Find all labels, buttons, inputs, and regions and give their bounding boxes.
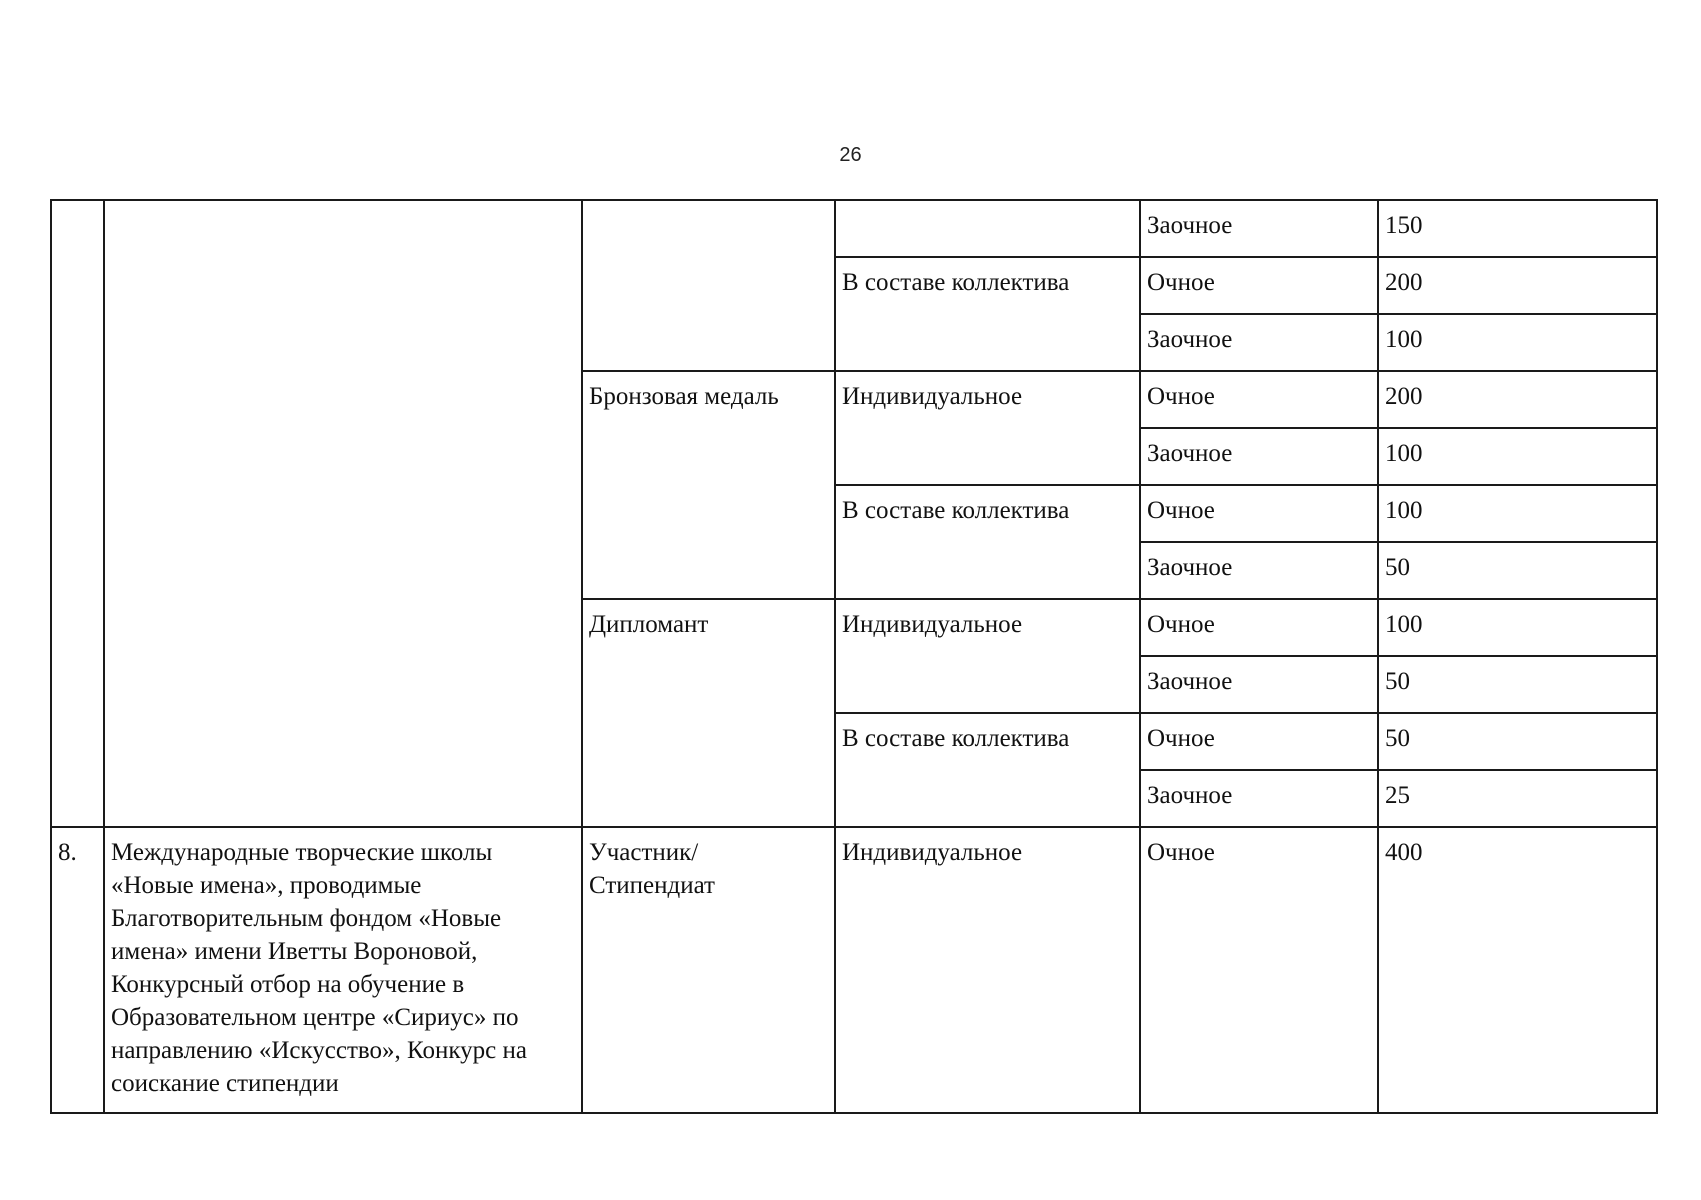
event-cell-continued: [104, 200, 582, 827]
form-cell: Заочное: [1140, 200, 1378, 257]
event-name-line: Конкурсный отбор на обучение в: [111, 971, 465, 998]
amount-cell: 50: [1378, 656, 1657, 713]
event-name-line: Международные творческие школы: [111, 839, 493, 866]
level-line: Участник/: [589, 839, 699, 866]
amount-cell: 150: [1378, 200, 1657, 257]
event-name-line: имена» имени Иветты Вороновой,: [111, 938, 478, 965]
form-cell: Очное: [1140, 371, 1378, 428]
participation-cell: В составе коллектива: [835, 257, 1140, 371]
num-cell-continued: [51, 200, 104, 827]
event-name-line: направлению «Искусство», Конкурс на: [111, 1037, 527, 1064]
form-cell: Заочное: [1140, 542, 1378, 599]
amount-cell: 100: [1378, 428, 1657, 485]
event-name-line: Образовательном центре «Сириус» по: [111, 1004, 519, 1031]
participation-cell: В составе коллектива: [835, 713, 1140, 827]
participation-cell: [835, 200, 1140, 257]
level-cell: [582, 827, 835, 1113]
participation-cell: В составе коллектива: [835, 485, 1140, 599]
form-cell: Очное: [1140, 485, 1378, 542]
amount-cell: 50: [1378, 542, 1657, 599]
event-name-line: соискание стипендии: [111, 1070, 339, 1097]
event-name-line: «Новые имена», проводимые: [111, 872, 422, 899]
amount-cell: 100: [1378, 314, 1657, 371]
form-cell: Заочное: [1140, 314, 1378, 371]
level-cell: Бронзовая медаль: [582, 371, 835, 599]
form-cell: Очное: [1140, 827, 1378, 1113]
form-cell: Очное: [1140, 257, 1378, 314]
level-line: Стипендиат: [589, 872, 715, 899]
participation-cell: Индивидуальное: [835, 371, 1140, 485]
form-cell: Очное: [1140, 599, 1378, 656]
level-cell: [582, 200, 835, 371]
form-cell: Очное: [1140, 713, 1378, 770]
amount-cell: 100: [1378, 485, 1657, 542]
participation-cell: Индивидуальное: [835, 599, 1140, 713]
amount-cell: 200: [1378, 257, 1657, 314]
amount-cell: 400: [1378, 827, 1657, 1113]
event-name-line: Благотворительным фондом «Новые: [111, 905, 502, 932]
participation-cell: Индивидуальное: [835, 827, 1140, 1113]
table-row: [51, 200, 1657, 257]
form-cell: Заочное: [1140, 428, 1378, 485]
form-cell: Заочное: [1140, 656, 1378, 713]
amount-cell: 50: [1378, 713, 1657, 770]
level-cell: Дипломант: [582, 599, 835, 827]
row-number-cell: 8.: [51, 827, 104, 1113]
awards-table: [50, 199, 1658, 1114]
table-row-8: [51, 827, 1657, 1113]
event-name-cell: [104, 827, 582, 1113]
amount-cell: 25: [1378, 770, 1657, 827]
amount-cell: 200: [1378, 371, 1657, 428]
form-cell: Заочное: [1140, 770, 1378, 827]
amount-cell: 100: [1378, 599, 1657, 656]
page-number: 26: [839, 144, 862, 166]
